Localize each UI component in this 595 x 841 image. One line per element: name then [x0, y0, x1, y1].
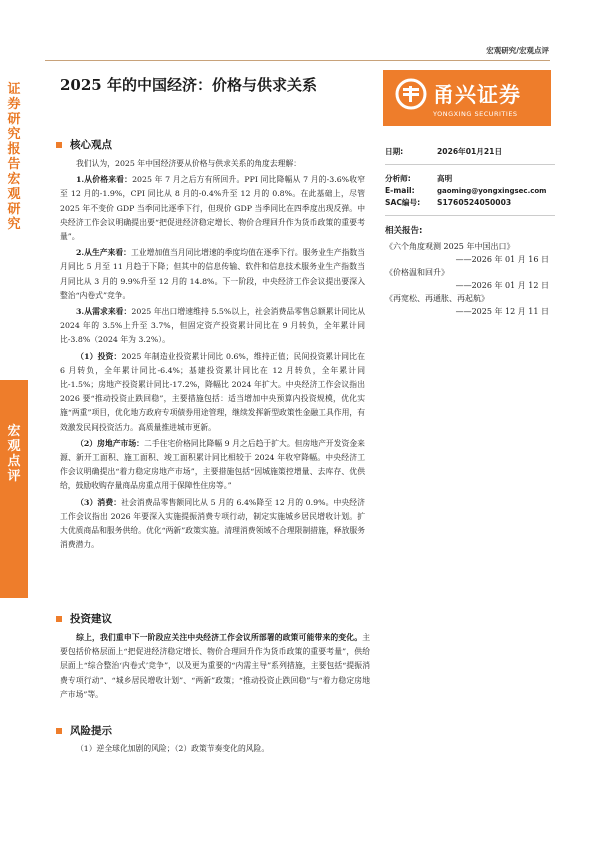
production-lead: 2.从生产来看： — [76, 248, 131, 258]
production-paragraph: 工业增加值当月同比增速的季度均值在逐季下行。服务业生产指数当月同比 5 月至 11 月趋于下降；但其中的信息传输、软件和信息技术服务业生产指数当月同比从 3 月的 9.9%升至 12 月的 14.8%。下一阶段，中央经济工作会议提出要深入整治“内卷式”竞争。 — [60, 248, 366, 300]
yongxing-logo-icon — [395, 78, 427, 110]
company-logo — [383, 70, 551, 126]
meta-divider — [385, 164, 555, 165]
body-text-invest — [60, 631, 370, 702]
price-paragraph: 2025 年 7 月之后方有所回升。PPI 同比降幅从 7 月的-3.6%收窄至 12 月的-1.9%，CPI 同比从 8 月的-0.4%升至 12 月的 0.8%。在此基础上，尽管 2025 年不变价 GDP 当季同比逐季下行，但现价 GDP 当季同比在四季度出现反弹。中央经济工作会议明确提出要“把促进经济稳定增长、物价合理回升作为货币政策的重要考量”。 — [60, 175, 365, 242]
section-invest-heading: 投资建议 — [56, 611, 112, 626]
sidebar — [0, 68, 28, 841]
related-reports-title: 相关报告: — [385, 226, 423, 236]
square-bullet-icon — [56, 728, 62, 734]
square-bullet-icon — [56, 616, 62, 622]
investment-lead: （1）投资： — [76, 351, 122, 361]
report-meta — [385, 146, 555, 318]
meta-sac: SAC编号: S1760524050003 — [385, 198, 512, 207]
meta-divider — [385, 215, 555, 216]
meta-email: E-mail: gaoming@yongxingsec.com — [385, 186, 547, 195]
logo-brand-en: YONGXING SECURITIES — [433, 110, 518, 118]
related-report-item[interactable]: 《价格温和回升》 ——2026 年 01 月 12 日 — [385, 268, 549, 290]
meta-analyst: 分析师: 高明 — [385, 174, 453, 183]
investment-paragraph: 2025 年制造业投资累计同比 0.6%，维持正值；民间投资累计同比在 6 月转负，全年累计同比-6.4%；基建投资累计同比在 12 月转负，全年累计同比-1.5%；房地产投资累计同比-17.2%，降幅比 2024 年扩大。中央经济工作会议指出 2026 要“推动投资止跌回稳”，主要措施包括：适当增加中央预算内投资规模，优化实施“两重”项目，优化地方政府专项债券用途管理，继续发挥新型政策性金融工具作用，有效激发民间投资活力。高质量推进城市更新。 — [60, 351, 365, 432]
risk-paragraph: （1）逆全球化加剧的风险；（2）政策节奏变化的风险。 — [76, 744, 270, 753]
real-estate-lead: （2）房地产市场： — [76, 438, 144, 448]
meta-date: 日期: 2026年01月21日 — [385, 147, 503, 156]
demand-lead: 3.从需求来看： — [76, 307, 132, 317]
sidebar-bottom-label: 宏观点评 — [7, 424, 21, 484]
header-rule — [45, 60, 550, 61]
page-title: 2025 年的中国经济：价格与供求关系 — [60, 76, 317, 94]
logo-brand-cn: 甬兴证券 — [433, 83, 521, 107]
invest-lead: 综上，我们重申下一阶段应关注中央经济工作会议所部署的政策可能带来的变化。 — [76, 633, 363, 642]
price-lead: 1.从价格来看： — [76, 175, 133, 185]
related-report-item[interactable]: 《再宽松、再通胀、再起航》 ——2025 年 12 月 11 日 — [385, 294, 549, 316]
demand-paragraph: 2025 年出口增速维持 5.5%以上，社会消费品零售总额累计同比从 2024 年的 3.5%上升至 3.7%，但固定资产投资累计同比在 9 月转负，全年累计同比-3.8%（2024 年为 3.2%）。 — [60, 307, 365, 345]
square-bullet-icon — [56, 142, 62, 148]
section-risk-heading: 风险提示 — [56, 723, 112, 738]
sidebar-top-label: 证券研究报告 宏观研究 — [7, 82, 21, 232]
intro-text: 我们认为，2025 年中国经济要从价格与供求关系的角度去理解： — [76, 159, 302, 168]
invest-paragraph: 主要包括价格层面上“把促进经济稳定增长、物价合理回升作为货币政策的重要考量”，供给层面上“综合整治‘内卷式’竞争”，以及更为重要的“内需主导”系列措施，主要包括“提振消费专项行动”、“城乡居民增收计划”、“两新”政策；“推动投资止跌回稳”与“着力稳定房地产市场”等。 — [60, 633, 370, 699]
real-estate-paragraph: 二手住宅价格同比降幅 9 月之后趋于扩大。但房地产开发资金来源、新开工面积、施工面积、竣工面积累计同比相较于 2024 年收窄降幅。中央经济工作会议明确提出“着力稳定房地产市场”，主要措施包括“因城施策控增量、去库存、优供给，鼓励收购存量商品房重点用于保障性住房等。” — [60, 438, 365, 491]
body-text-core — [60, 157, 365, 552]
sidebar-accent-band — [0, 380, 28, 598]
section-core-heading: 核心观点 — [56, 137, 112, 152]
related-report-item[interactable]: 《六个角度观测 2025 年中国出口》 ——2026 年 01 月 16 日 — [385, 242, 549, 264]
consumption-paragraph: 社会消费品零售额同比从 5 月的 6.4%降至 12 月的 0.9%。中央经济工作会议指出 2026 年要深入实施提振消费专项行动，制定实施城乡居民增收计划。扩大优质商品和服务供给。优化“两新”政策实施。清理消费领域不合理限制措施，释放服务消费潜力。 — [60, 497, 365, 550]
body-text-risk — [60, 742, 365, 756]
consumption-lead: （3）消费： — [76, 497, 122, 507]
report-category: 宏观研究/宏观点评 — [486, 46, 549, 55]
